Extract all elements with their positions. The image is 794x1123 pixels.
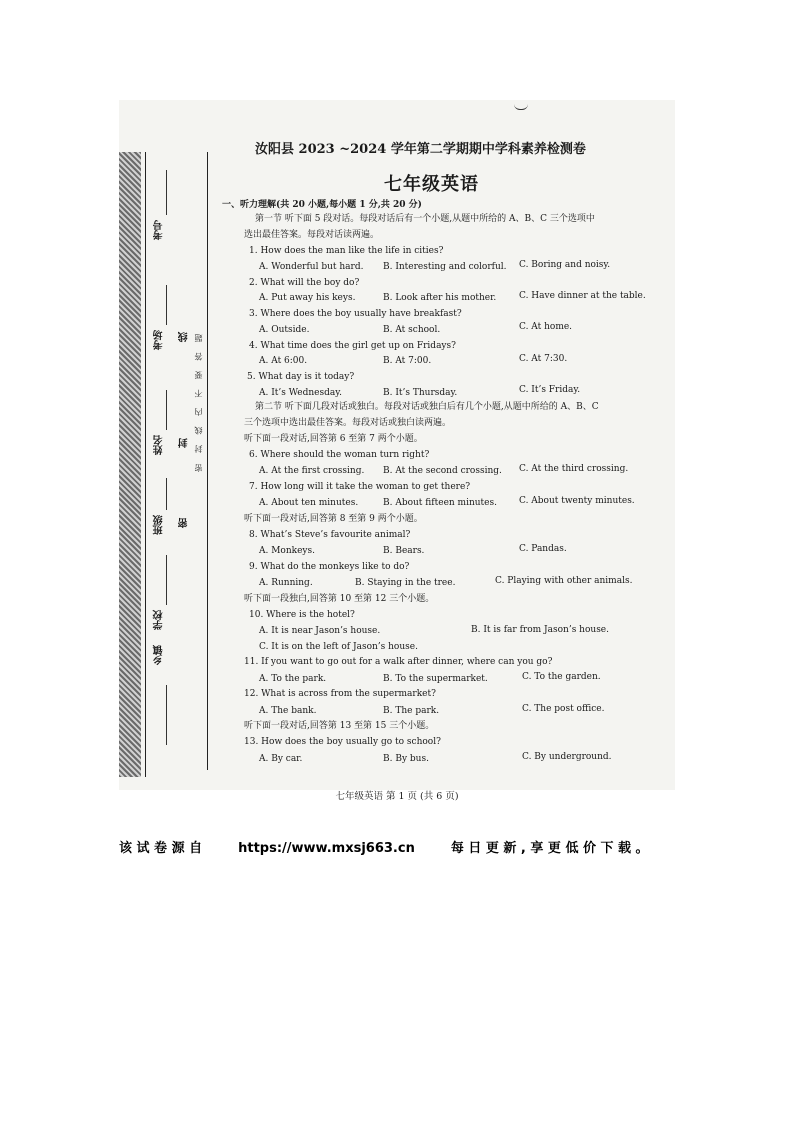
option-b: B. To the supermarket. — [383, 674, 488, 684]
option-a: A. Put away his keys. — [259, 293, 356, 303]
field-exam-number: 考号 — [154, 220, 165, 240]
option-a: A. By car. — [259, 754, 303, 764]
listening-instruction: 听下面一段对话,回答第 13 至第 15 三个小题。 — [244, 721, 435, 731]
option-c: C. Pandas. — [519, 544, 567, 554]
blank-line — [165, 685, 167, 745]
binding-line-left — [145, 152, 146, 777]
option-b: B. It is far from Jason’s house. — [471, 625, 609, 635]
blank-line — [165, 555, 167, 605]
option-a: A. Wonderful but hard. — [259, 262, 364, 272]
option-c: C. By underground. — [522, 752, 612, 762]
option-b: B. Interesting and colorful. — [383, 262, 507, 272]
binding-hatch — [119, 152, 141, 777]
option-b: B. The park. — [383, 706, 440, 716]
option-c: C. It’s Friday. — [519, 385, 581, 395]
option-b: B. About fifteen minutes. — [383, 498, 497, 508]
option-b: B. At the second crossing. — [383, 466, 502, 476]
question: 4. What time does the girl get up on Fridays? — [249, 341, 456, 351]
seal-label-secret: 密 — [179, 518, 190, 528]
question: 2. What will the boy do? — [249, 278, 360, 288]
option-b: B. By bus. — [383, 754, 429, 764]
listening-instruction: 听下面一段独白,回答第 10 至第 12 三个小题。 — [244, 594, 435, 604]
exam-page-scan — [119, 100, 675, 802]
option-b: B. At 7:00. — [383, 356, 432, 366]
field-town: 乡镇 — [154, 645, 165, 665]
question: 10. Where is the hotel? — [249, 610, 355, 620]
option-a: A. It’s Wednesday. — [259, 388, 342, 398]
option-a: A. To the park. — [259, 674, 327, 684]
option-a: A. Outside. — [259, 325, 310, 335]
blank-line — [165, 478, 167, 510]
option-b: B. Bears. — [383, 546, 425, 556]
option-a: A. At 6:00. — [259, 356, 308, 366]
option-a: A. Monkeys. — [259, 546, 315, 556]
question: 11. If you want to go out for a walk after dinner, where can you go? — [244, 657, 553, 667]
seal-label-seal: 封 — [179, 438, 190, 448]
field-class: 班级 — [154, 515, 165, 535]
seal-notice: 密 封 线 内 不 要 答 题 — [194, 330, 203, 472]
option-b: B. Staying in the tree. — [355, 578, 456, 588]
option-a: A. Running. — [259, 578, 313, 588]
question: 8. What’s Steve’s favourite animal? — [249, 530, 411, 540]
part1-instruction-cont: 选出最佳答案。每段对话读两遍。 — [244, 230, 380, 240]
source-prefix: 该 试 卷 源 自 — [119, 841, 203, 856]
section-heading: 一、听力理解(共 20 小题,每小题 1 分,共 20 分) — [222, 200, 422, 210]
option-a: A. It is near Jason’s house. — [259, 626, 381, 636]
option-c: C. Boring and noisy. — [519, 260, 611, 270]
seal-label-line: 线 — [179, 332, 190, 342]
option-c: C. At 7:30. — [519, 354, 568, 364]
option-b: B. It’s Thursday. — [383, 388, 458, 398]
source-notice — [119, 837, 649, 856]
option-c: C. At the third crossing. — [519, 464, 629, 474]
option-c: C. About twenty minutes. — [519, 496, 635, 506]
option-c: C. The post office. — [522, 704, 605, 714]
option-a: A. At the first crossing. — [259, 466, 365, 476]
part1-instruction: 第一节 听下面 5 段对话。每段对话后有一个小题,从题中所给的 A、B、C 三个选项中 — [255, 214, 595, 224]
question: 7. How long will it take the woman to get there? — [249, 482, 471, 492]
option-c: C. Have dinner at the table. — [519, 291, 646, 301]
option-b: B. Look after his mother. — [383, 293, 497, 303]
question: 6. Where should the woman turn right? — [249, 450, 430, 460]
page-footer: 七年级英语 第 1 页 (共 6 页) — [335, 791, 459, 802]
option-a: A. About ten minutes. — [259, 498, 359, 508]
option-c: C. At home. — [519, 322, 573, 332]
part2-instruction-cont: 三个选项中选出最佳答案。每段对话或独白读两遍。 — [244, 418, 452, 428]
option-a: A. The bank. — [259, 706, 317, 716]
binding-line-right — [207, 152, 208, 770]
option-c: C. It is on the left of Jason’s house. — [259, 642, 418, 652]
source-url[interactable]: https://www.mxsj663.cn — [238, 841, 415, 856]
listening-instruction: 听下面一段对话,回答第 6 至第 7 两个小题。 — [244, 434, 423, 444]
option-b: B. At school. — [383, 325, 441, 335]
source-suffix: 每 日 更 新 , 享 更 低 价 下 载 。 — [450, 841, 649, 856]
question: 12. What is across from the supermarket? — [244, 689, 436, 699]
question: 1. How does the man like the life in cities? — [249, 246, 444, 256]
field-school: 学校 — [154, 610, 165, 630]
option-c: C. To the garden. — [522, 672, 601, 682]
field-name: 姓名 — [154, 435, 165, 455]
question: 13. How does the boy usually go to school? — [244, 737, 441, 747]
blank-line — [165, 390, 167, 430]
exam-title: 汝阳县 2023 ~2024 学年第二学期期中学科素养检测卷 — [255, 142, 586, 157]
scan-mark — [514, 104, 528, 110]
subject-title: 七年级英语 — [384, 174, 479, 195]
question: 5. What day is it today? — [247, 372, 355, 382]
blank-line — [165, 285, 167, 325]
part2-instruction: 第二节 听下面几段对话或独白。每段对话或独白后有几个小题,从题中所给的 A、B、C — [255, 402, 599, 412]
question: 3. Where does the boy usually have breakfast? — [249, 309, 462, 319]
question: 9. What do the monkeys like to do? — [249, 562, 410, 572]
listening-instruction: 听下面一段对话,回答第 8 至第 9 两个小题。 — [244, 514, 423, 524]
field-exam-room: 考场 — [154, 330, 165, 350]
option-c: C. Playing with other animals. — [495, 576, 633, 586]
blank-line — [165, 170, 167, 215]
